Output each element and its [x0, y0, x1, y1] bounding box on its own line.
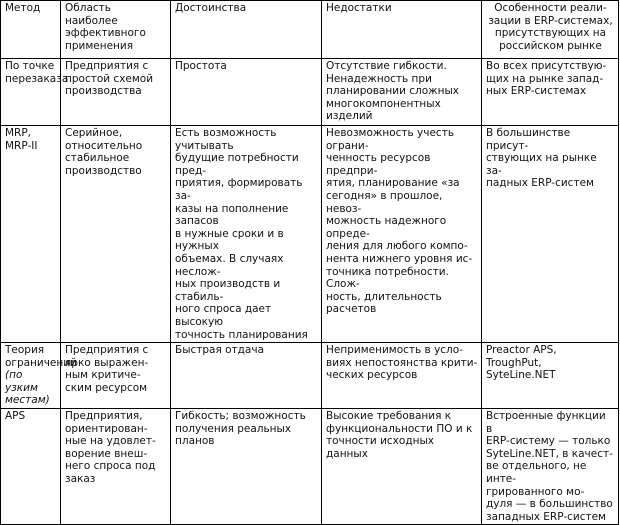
table-header-row	[1, 1, 619, 59]
cell-disadvantages: Невозможность учесть ограни- ченность ресурсов предпри- ятия, планирование «за сегодня» в прошлое, невоз- можность надежного опреде- ления для любого компо- нента нижнего уровня ис- точника потребности. Слож- ность, длительность расчетов	[322, 126, 482, 343]
method-label: Теория ограничений	[5, 344, 77, 369]
cell-area: Серийное, относительно стабильное производство	[61, 126, 171, 343]
table-row	[1, 59, 619, 126]
cell-area: Предприятия с простой схемой производства	[61, 59, 171, 126]
method-note: (по узким местам)	[5, 369, 50, 407]
cell-method: MRP, MRP-II	[1, 126, 61, 343]
cell-erp: Встроенные функции в ERP-систему — только SyteLine.NET, в качест- ве отдельного, не инте- грированного мо- дуля — в большинство западных ERP-систем	[482, 409, 619, 525]
cell-area: Предприятия с ярко выражен- ным критиче- ским ресурсом	[61, 343, 171, 409]
cell-erp: Во всех присутствую- щих на рынке запад- ных ERP-системах	[482, 59, 619, 126]
header-erp-features: Особенности реали- зации в ERP-системах, присутствующих на российском рынке	[482, 1, 619, 59]
cell-disadvantages: Неприменимость в усло- виях непостоянства крити- ческих ресурсов	[322, 343, 482, 409]
cell-area: Предприятия, ориентирован- ные на удовлет- ворение внеш- него спроса под заказ	[61, 409, 171, 525]
cell-advantages: Простота	[171, 59, 322, 126]
table-row	[1, 126, 619, 343]
cell-erp: Preactor APS, TroughPut, SyteLine.NET	[482, 343, 619, 409]
cell-erp: В большинстве присут- ствующих на рынке за- падных ERP-систем	[482, 126, 619, 343]
cell-method: По точке перезаказа	[1, 59, 61, 126]
header-advantages: Достоинства	[171, 1, 322, 59]
cell-method	[1, 343, 77, 409]
cell-disadvantages: Отсутствие гибкости. Ненадежность при планировании сложных многокомпонентных изделий	[322, 59, 482, 126]
cell-advantages: Гибкость; возможность получения реальных планов	[171, 409, 322, 525]
cell-advantages: Есть возможность учитывать будущие потребности пред- приятия, формировать за- казы на пополнение запасов в нужные сроки и в нужных объемах. В случаях неслож- ных производств и стабиль- ного спроса дает высокую точность планирования	[171, 126, 322, 343]
header-area: Область наиболее эффективного применения	[61, 1, 171, 59]
cell-method: APS	[1, 409, 61, 525]
table-row	[1, 343, 619, 409]
cell-advantages: Быстрая отдача	[171, 343, 322, 409]
table-row	[1, 409, 619, 525]
header-disadvantages: Недостатки	[322, 1, 482, 59]
cell-disadvantages: Высокие требования к функциональности ПО и к точности исходных данных	[322, 409, 482, 525]
header-method: Метод	[1, 1, 61, 59]
